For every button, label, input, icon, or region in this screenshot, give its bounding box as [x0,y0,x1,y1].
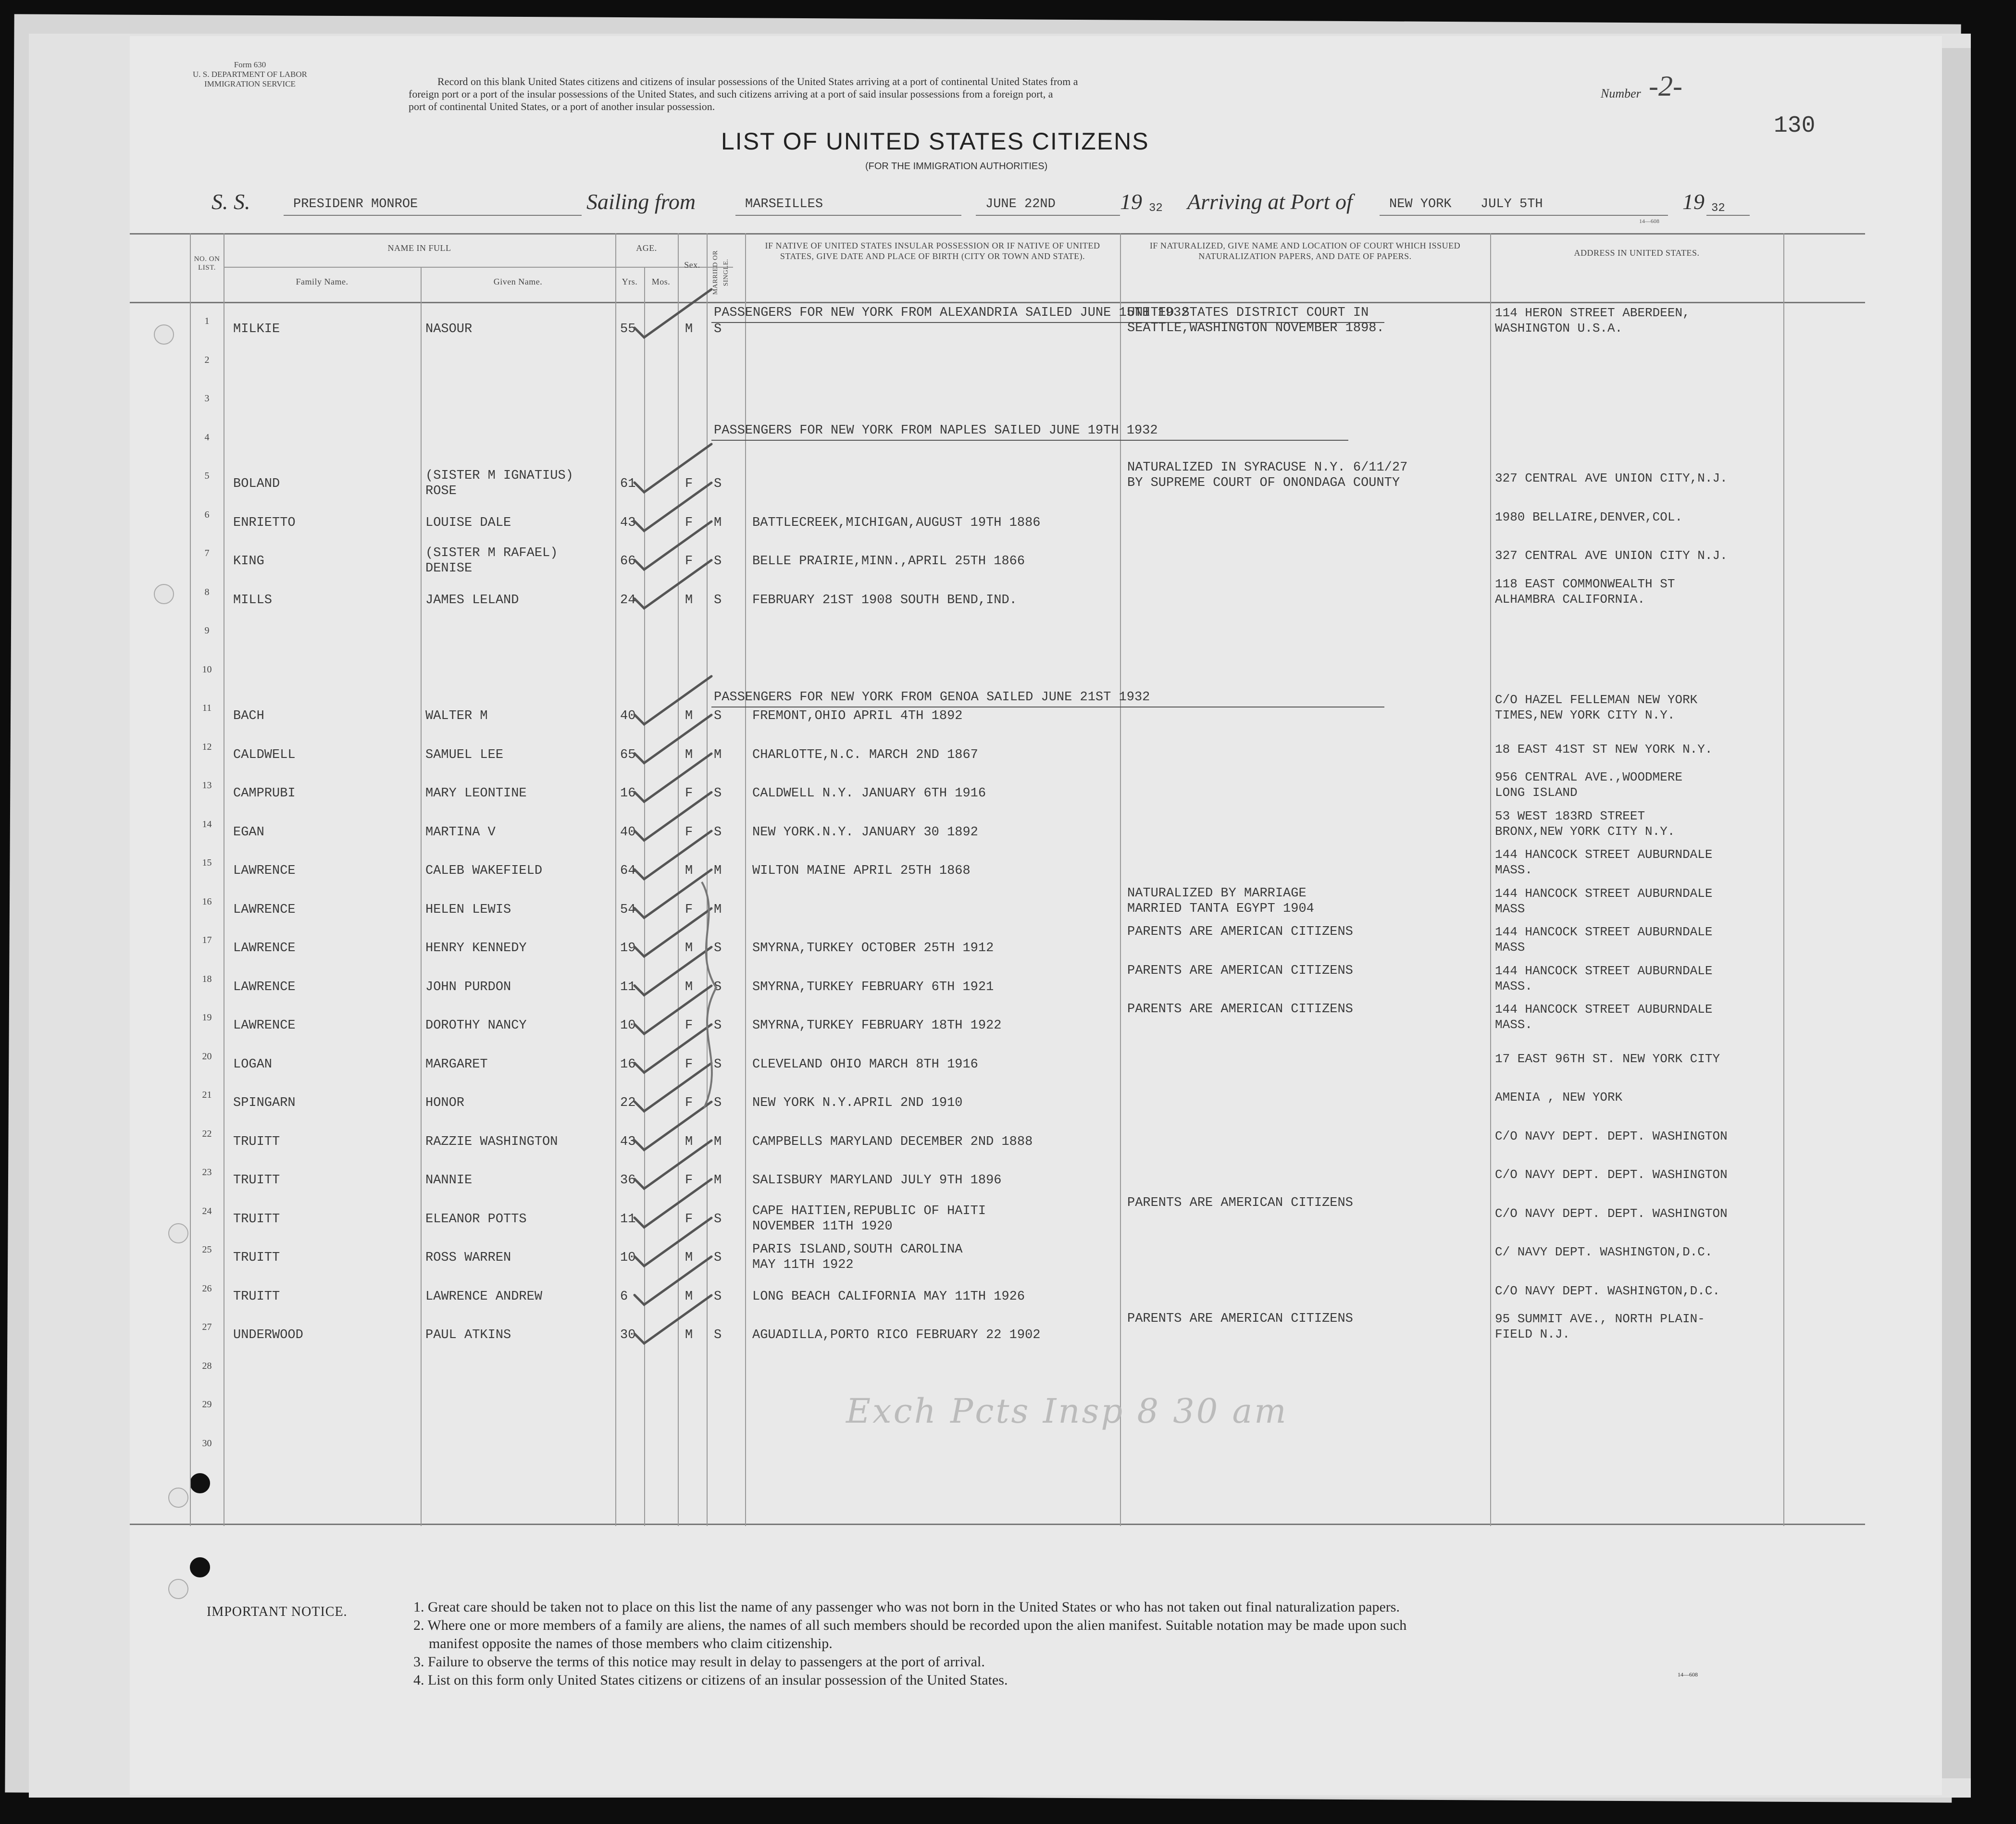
manifest-page [130,36,1942,1795]
given-name: HELEN LEWIS [425,902,511,917]
header-age: AGE. [636,243,657,253]
family-name: BACH [233,709,264,723]
sex: M [685,941,693,955]
given-name: LOUISE DALE [425,515,511,530]
given-name: NANNIE [425,1173,473,1188]
given-name: LAWRENCE ANDREW [425,1289,543,1304]
age-years: 64 [620,864,636,878]
family-name: TRUITT [233,1251,280,1265]
address: 144 HANCOCK STREET AUBURNDALE MASS. [1495,963,1713,993]
sex: M [685,709,693,723]
age-years: 40 [620,825,636,840]
age-years: 16 [620,786,636,801]
ship-name: PRESIDENR MONROE [293,197,418,211]
header-naturalized: IF NATURALIZED, GIVE NAME AND LOCATION OF COURT WHICH ISSUED NATURALIZATION PAPERS, AND DATE OF PAPERS. [1149,241,1461,261]
marital-status: S [714,593,722,608]
family-name: ENRIETTO [233,515,296,530]
naturalization: PARENTS ARE AMERICAN CITIZENS [1127,1002,1353,1017]
age-years: 19 [620,941,636,955]
family-name: EGAN [233,825,264,840]
given-name: ELEANOR POTTS [425,1212,527,1227]
age-years: 11 [620,980,636,994]
department: U. S. DEPARTMENT OF LABOR [193,70,307,79]
row-number: 27 [202,1322,212,1332]
address: C/O NAVY DEPT. WASHINGTON,D.C. [1495,1283,1720,1298]
row-number: 1 [204,316,210,326]
naturalization: PARENTS ARE AMERICAN CITIZENS [1127,1312,1353,1326]
naturalization: NATURALIZED IN SYRACUSE N.Y. 6/11/27 BY SUPREME COURT OF ONONDAGA COUNTY [1127,460,1408,490]
sex: F [685,902,693,917]
notice-item-2: 2. Where one or more members of a family are aliens, the names of all such members should be recorded upon the alien manifest. Suitable notation may be made upon such [413,1617,1407,1633]
family-name: CALDWELL [233,747,296,762]
section-header: PASSENGERS FOR NEW YORK FROM GENOA SAILED JUNE 21ST 1932 [714,690,1150,705]
section-header: PASSENGERS FOR NEW YORK FROM ALEXANDRIA SAILED JUNE 15TH 1932 [714,306,1189,320]
marital-status: S [714,1212,722,1227]
header-given-name: Given Name. [493,277,543,286]
marital-status: S [714,786,722,801]
age-years: 10 [620,1251,636,1265]
address: 144 HANCOCK STREET AUBURNDALE MASS [1495,886,1713,916]
address: C/O NAVY DEPT. DEPT. WASHINGTON [1495,1206,1728,1221]
marital-status: S [714,1289,722,1304]
row-number: 24 [202,1205,212,1216]
age-years: 6 [620,1289,628,1304]
marital-status: M [714,902,722,917]
age-years: 61 [620,477,636,491]
printer-code: 14—608 [1639,218,1659,224]
given-name: RAZZIE WASHINGTON [425,1134,558,1149]
marital-status: S [714,1251,722,1265]
sex: M [685,1134,693,1149]
header-sex: Sex. [684,260,700,270]
sex: F [685,554,693,569]
marital-status: S [714,941,722,955]
given-name: PAUL ATKINS [425,1328,511,1342]
age-years: 16 [620,1057,636,1072]
row-number: 8 [204,586,210,597]
row-number: 12 [202,741,212,752]
birth-details: SMYRNA,TURKEY OCTOBER 25TH 1912 [752,941,994,955]
header-name-in-full: NAME IN FULL [387,243,451,253]
naturalization: PARENTS ARE AMERICAN CITIZENS [1127,963,1353,978]
birth-details: BELLE PRAIRIE,MINN.,APRIL 25TH 1866 [752,554,1025,569]
header-mos: Mos. [651,277,671,286]
row-number: 30 [202,1438,212,1449]
marital-status: S [714,709,722,723]
birth-details: SALISBURY MARYLAND JULY 9TH 1896 [752,1173,1002,1188]
marital-status: S [714,980,722,994]
birth-details: BATTLECREEK,MICHIGAN,AUGUST 19TH 1886 [752,515,1041,530]
birth-details: CALDWELL N.Y. JANUARY 6TH 1916 [752,786,986,801]
header-yrs: Yrs. [622,277,638,286]
address: 17 EAST 96TH ST. NEW YORK CITY [1495,1051,1720,1066]
address: AMENIA , NEW YORK [1495,1090,1623,1104]
row-number: 16 [202,896,212,907]
number-value: -2- [1649,70,1682,102]
age-years: 30 [620,1328,636,1342]
handwritten-note: Exch Pcts Insp 8 30 am [846,1391,1288,1431]
sex: F [685,1212,693,1227]
birth-details: CAPE HAITIEN,REPUBLIC OF HAITI NOVEMBER 11TH 1920 [752,1204,986,1234]
birth-details: CAMPBELLS MARYLAND DECEMBER 2ND 1888 [752,1134,1033,1149]
address: 327 CENTRAL AVE UNION CITY N.J. [1495,548,1728,563]
family-name: CAMPRUBI [233,786,296,801]
age-years: 24 [620,593,636,608]
sailing-date: JUNE 22ND [985,197,1056,211]
age-years: 36 [620,1173,636,1188]
given-name: NASOUR [425,322,473,336]
sex: M [685,1328,693,1342]
given-name: MARGARET [425,1057,488,1072]
family-name: UNDERWOOD [233,1328,303,1342]
row-number: 23 [202,1167,212,1178]
row-number: 9 [204,625,210,636]
row-number: 15 [202,857,212,868]
family-name: TRUITT [233,1173,280,1188]
address: C/O NAVY DEPT. DEPT. WASHINGTON [1495,1167,1728,1182]
intro-line: Record on this blank United States citizens and citizens of insular possessions of the United States arriving at a port of continental United States from a [437,75,1078,87]
header-native: IF NATIVE OF UNITED STATES INSULAR POSSESSION OR IF NATIVE OF UNITED STATES, GIVE DATE AND PLACE OF BIRTH (CITY OR TOWN AND STATE). [765,241,1100,261]
notice-item-3: 3. Failure to observe the terms of this notice may result in delay to passengers at the port of arrival. [413,1654,985,1670]
given-name: MARY LEONTINE [425,786,527,801]
given-name: CALEB WAKEFIELD [425,864,543,878]
row-number: 20 [202,1051,212,1062]
row-number: 28 [202,1360,212,1371]
page-subtitle: (FOR THE IMMIGRATION AUTHORITIES) [865,161,1048,172]
row-number: 6 [204,509,210,520]
row-number: 7 [204,548,210,558]
header-no: NO. ON LIST. [194,255,220,272]
naturalization: PARENTS ARE AMERICAN CITIZENS [1127,925,1353,939]
family-name: TRUITT [233,1212,280,1227]
form-number: Form 630 [234,60,266,69]
sex: F [685,1018,693,1033]
sex: F [685,1057,693,1072]
marital-status: S [714,322,722,336]
family-name: MILKIE [233,322,280,336]
birth-details: SMYRNA,TURKEY FEBRUARY 18TH 1922 [752,1018,1002,1033]
given-name: DOROTHY NANCY [425,1018,527,1033]
given-name: HONOR [425,1096,465,1110]
family-name: TRUITT [233,1134,280,1149]
marital-status: M [714,515,722,530]
given-name: HENRY KENNEDY [425,941,527,955]
family-name: BOLAND [233,477,280,491]
arrival-date: JULY 5TH [1481,197,1543,211]
row-number: 25 [202,1244,212,1255]
address: 144 HANCOCK STREET AUBURNDALE MASS. [1495,847,1713,877]
age-years: 66 [620,554,636,569]
row-number: 11 [202,703,212,713]
row-number: 13 [202,780,212,791]
given-name: MARTINA V [425,825,496,840]
birth-details: CHARLOTTE,N.C. MARCH 2ND 1867 [752,747,978,762]
address: C/O HAZEL FELLEMAN NEW YORK TIMES,NEW YORK CITY N.Y. [1495,693,1698,722]
sex: M [685,980,693,994]
header-married: MARRIED OR SINGLE. [712,250,730,295]
given-name: SAMUEL LEE [425,747,504,762]
marital-status: M [714,1173,722,1188]
row-number: 10 [202,664,212,675]
family-name: TRUITT [233,1289,280,1304]
given-name: JOHN PURDON [425,980,511,994]
address: C/ NAVY DEPT. WASHINGTON,D.C. [1495,1245,1713,1259]
check-marks [130,36,1942,1795]
row-number: 17 [202,935,212,945]
marital-status: S [714,1096,722,1110]
sex: M [685,593,693,608]
sex: F [685,477,693,491]
birth-details: WILTON MAINE APRIL 25TH 1868 [752,864,971,878]
row-number: 4 [204,432,210,443]
notice-item-4: 4. List on this form only United States citizens or citizens of an insular possession of the United States. [413,1672,1008,1688]
notice-item-1: 1. Great care should be taken not to place on this list the name of any passenger who was not born in the United States or who has not taken out final naturalization papers. [413,1599,1400,1615]
row-number: 21 [202,1090,212,1100]
marital-status: M [714,1134,722,1149]
family-name: LAWRENCE [233,941,296,955]
address: C/O NAVY DEPT. DEPT. WASHINGTON [1495,1129,1728,1143]
naturalization: UNITED STATES DISTRICT COURT IN SEATTLE,WASHINGTON NOVEMBER 1898. [1127,306,1384,335]
birth-details: PARIS ISLAND,SOUTH CAROLINA MAY 11TH 1922 [752,1242,963,1272]
address: 95 SUMMIT AVE., NORTH PLAIN- FIELD N.J. [1495,1312,1705,1341]
sailing-port: MARSEILLES [745,197,823,211]
sex: M [685,1251,693,1265]
age-years: 10 [620,1018,636,1033]
header-address: ADDRESS IN UNITED STATES. [1574,248,1700,258]
address: 144 HANCOCK STREET AUBURNDALE MASS [1495,925,1713,955]
header-family-name: Family Name. [296,277,348,286]
row-number: 29 [202,1399,212,1410]
age-years: 55 [620,322,636,336]
naturalization: NATURALIZED BY MARRIAGE MARRIED TANTA EGYPT 1904 [1127,886,1314,916]
sex: F [685,515,693,530]
marital-status: S [714,1018,722,1033]
given-name: (SISTER M IGNATIUS) ROSE [425,469,573,498]
address: 114 HERON STREET ABERDEEN, WASHINGTON U.S.A. [1495,306,1690,335]
sex: M [685,322,693,336]
family-name: LOGAN [233,1057,273,1072]
sex: F [685,1096,693,1110]
family-name: SPINGARN [233,1096,296,1110]
birth-details: FREMONT,OHIO APRIL 4TH 1892 [752,709,963,723]
sailing-year: 32 [1149,202,1163,215]
age-years: 40 [620,709,636,723]
service: IMMIGRATION SERVICE [204,79,296,88]
notice-code: 14—608 [1678,1671,1698,1678]
page-title: LIST OF UNITED STATES CITIZENS [721,128,1149,155]
family-name: KING [233,554,264,569]
age-years: 43 [620,1134,636,1149]
birth-details: FEBRUARY 21ST 1908 SOUTH BEND,IND. [752,593,1017,608]
arriving-label: Arriving at Port of [1187,189,1353,214]
birth-details: AGUADILLA,PORTO RICO FEBRUARY 22 1902 [752,1328,1041,1342]
section-header: PASSENGERS FOR NEW YORK FROM NAPLES SAILED JUNE 19TH 1932 [714,423,1158,438]
marital-status: S [714,554,722,569]
number-label: Number [1601,87,1641,100]
birth-details: NEW YORK.N.Y. JANUARY 30 1892 [752,825,978,840]
marital-status: S [714,1328,722,1342]
given-name: JAMES LELAND [425,593,519,608]
age-years: 11 [620,1212,636,1227]
age-years: 65 [620,747,636,762]
arrival-port: NEW YORK [1389,197,1452,211]
address: 144 HANCOCK STREET AUBURNDALE MASS. [1495,1002,1713,1032]
year-prefix: 19 [1120,189,1142,214]
marital-status: M [714,864,722,878]
check-mark [635,676,711,724]
birth-details: LONG BEACH CALIFORNIA MAY 11TH 1926 [752,1289,1025,1304]
sex: M [685,1289,693,1304]
sex: M [685,747,693,762]
address: 1980 BELLAIRE,DENVER,COL. [1495,509,1683,524]
address: 118 EAST COMMONWEALTH ST ALHAMBRA CALIFORNIA. [1495,576,1675,607]
address: 956 CENTRAL AVE.,WOODMERE LONG ISLAND [1495,770,1683,800]
family-name: LAWRENCE [233,864,296,878]
address: 53 WEST 183RD STREET BRONX,NEW YORK CITY N.Y. [1495,808,1675,839]
family-name: MILLS [233,593,273,608]
intro-line: port of continental United States, or a port of another insular possession. [409,100,715,112]
row-number: 3 [204,393,210,404]
age-years: 22 [620,1096,636,1110]
age-years: 54 [620,902,636,917]
year-prefix: 19 [1682,189,1705,214]
sex: F [685,1173,693,1188]
age-years: 43 [620,515,636,530]
given-name: WALTER M [425,709,488,723]
birth-details: NEW YORK N.Y.APRIL 2ND 1910 [752,1096,963,1110]
address: 327 CENTRAL AVE UNION CITY,N.J. [1495,471,1728,485]
sex: F [685,786,693,801]
sailing-from-label: Sailing from [586,189,696,214]
given-name: ROSS WARREN [425,1251,511,1265]
check-mark [635,289,711,337]
marital-status: M [714,747,722,762]
marital-status: S [714,825,722,840]
naturalization: PARENTS ARE AMERICAN CITIZENS [1127,1195,1353,1210]
birth-details: CLEVELAND OHIO MARCH 8TH 1916 [752,1057,978,1072]
notice-heading: IMPORTANT NOTICE. [207,1604,348,1619]
pencil-bracket [683,877,740,1117]
address: 18 EAST 41ST ST NEW YORK N.Y. [1495,742,1713,757]
page-stamp: 130 [1774,113,1816,139]
row-number: 5 [204,471,210,481]
sex: F [685,825,693,840]
arrival-year: 32 [1711,202,1725,215]
family-name: LAWRENCE [233,980,296,994]
ss-label: S. S. [212,189,250,214]
family-name: LAWRENCE [233,902,296,917]
given-name: (SISTER M RAFAEL) DENISE [425,546,558,576]
intro-line: foreign port or a port of the insular possessions of the United States, and such citizens arriving at a port of said insular possessions from a foreign port, a [409,88,1053,100]
row-number: 22 [202,1128,212,1139]
row-number: 14 [202,819,212,830]
sex: M [685,864,693,878]
family-name: LAWRENCE [233,1018,296,1033]
marital-status: S [714,477,722,491]
row-number: 19 [202,1012,212,1023]
row-number: 18 [202,973,212,984]
marital-status: S [714,1057,722,1072]
row-number: 26 [202,1283,212,1294]
row-number: 2 [204,354,210,365]
check-mark [635,444,711,492]
birth-details: SMYRNA,TURKEY FEBRUARY 6TH 1921 [752,980,994,994]
notice-item-2-cont: manifest opposite the names of those members who claim citizenship. [429,1636,833,1651]
